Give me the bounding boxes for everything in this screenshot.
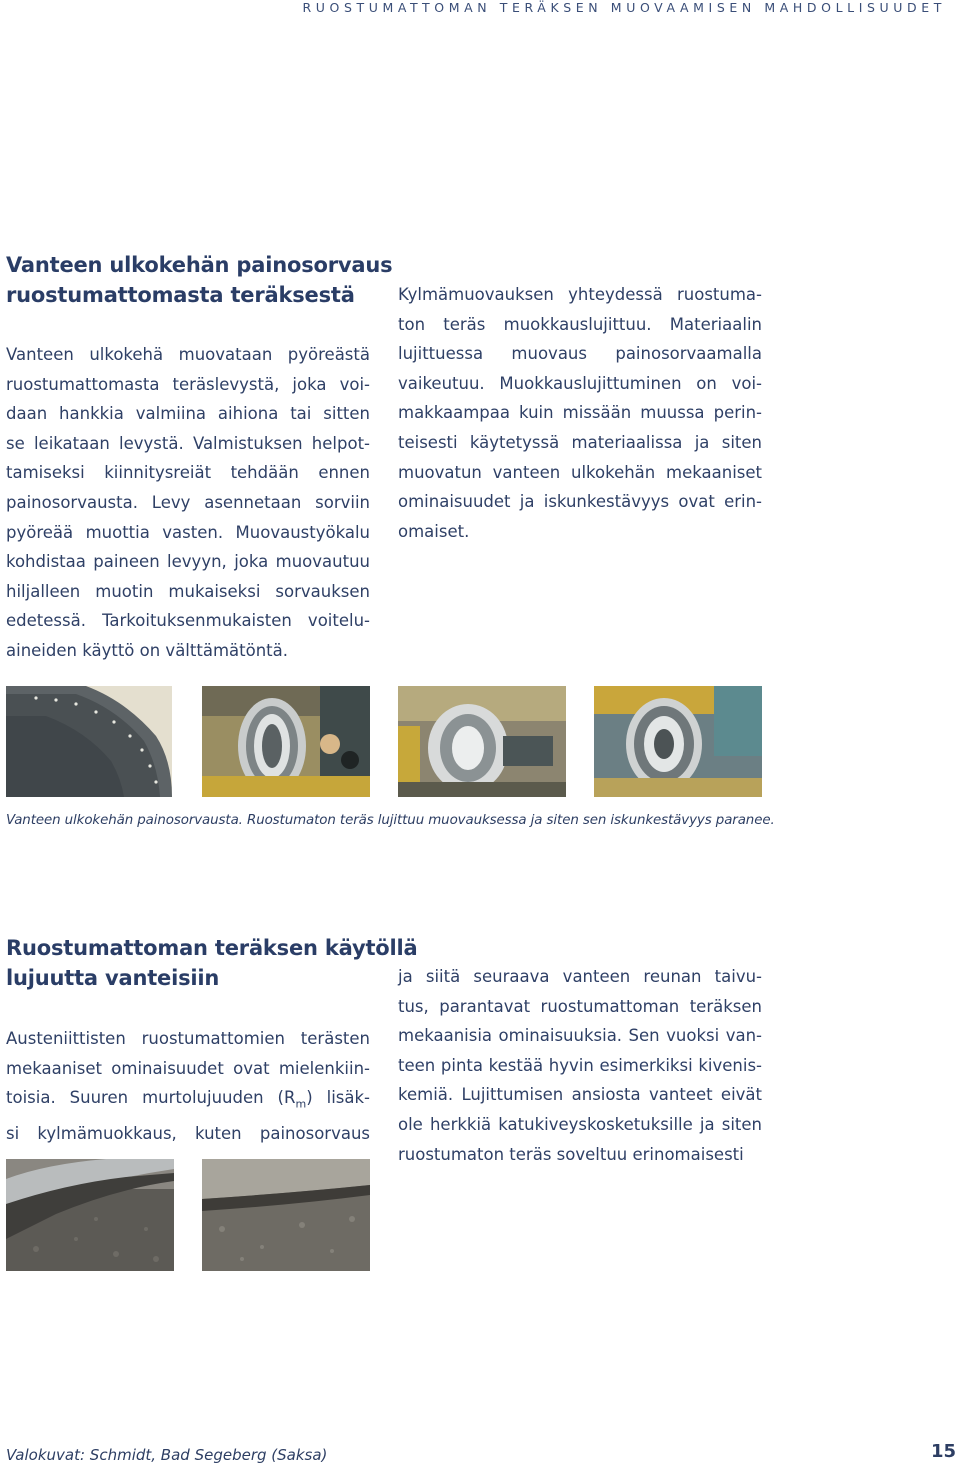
photo-spinning-lathe-3 (594, 686, 762, 797)
page-number: 15 (930, 1441, 956, 1462)
section2-right-paragraph: ja siitä seuraava vanteen reunan taivu- tus, parantavat ruostumattoman teräksen mekaanisia ominaisuuksia. Sen vuoksi van- teen pinta kestää hyvin esimerkiksi kivenis- kemiä. Lujittumisen ansiosta vanteet eivät ole herkkiä katukiveyskosketuksille ja siten ruostumaton teräs soveltuu erinomaisesti (398, 967, 762, 1164)
photo-rim-blank (6, 686, 172, 797)
section-heading-spinning: Vanteen ulkokehän painosorvaus ruostumattomasta teräksestä (6, 253, 393, 307)
photo-wheel-on-curb (6, 1159, 174, 1271)
rm-line: toisia. Suuren murtolujuuden $(R_m)$ lisäk- (6, 1088, 370, 1111)
photo-spinning-lathe-2 (398, 686, 566, 797)
photo-curbstone (202, 1159, 370, 1271)
section2-left-paragraph: Austeniittisten ruostumattomien terästen mekaaniset ominaisuudet ovat mielenkiin- toisia. Suuren murtolujuuden $(R_m)$ lisäk- si kylmämuokkaus, kuten painosorvaus (6, 1029, 370, 1144)
running-header: RUOSTUMATTOMAN TERÄKSEN MUOVAAMISEN MAHDOLLISUUDET (302, 0, 946, 15)
section-heading-strength: Ruostumattoman teräksen käytöllä lujuutta vanteisiin (6, 936, 418, 990)
photo-credit: Valokuvat: Schmidt, Bad Segeberg (Saksa) (6, 1446, 328, 1464)
section1-left-paragraph: Vanteen ulkokehä muovataan pyöreästä ruostumattomasta teräslevystä, joka voi- daan hankkia valmiina aihiona tai sitten se leikataan levystä. Valmistuksen helpot- tamiseksi kiinnitysreiät tehdään ennen painosorvausta. Levy asennetaan sorviin pyöreää muottia vasten. Muovaustyökalu kohdistaa paineen levyyn, joka muovautuu hiljalleen muotin mukaiseksi sorvauksen edetessä. Tarkoituksenmukaisten voitelu- aineiden käyttö on välttämätöntä. (6, 345, 370, 660)
section1-right-paragraph: Kylmämuovauksen yhteydessä ruostuma- ton teräs muokkauslujittuu. Materiaalin lujittuessa muovaus painosorvaamalla vaikeutuu. Muokkauslujittuminen on voi- makkaampaa kuin missään muussa perin- teisesti käytetyssä materiaalissa ja siten muovatun vanteen ulkokehän mekaaniset ominaisuudet ja iskunkestävyys ovat erin- omaiset. (398, 285, 762, 541)
photo-spinning-lathe-1 (202, 686, 370, 797)
photo-caption: Vanteen ulkokehän painosorvausta. Ruostumaton teräs lujittuu muovauksessa ja siten sen iskunkestävyys paranee. (6, 813, 775, 828)
